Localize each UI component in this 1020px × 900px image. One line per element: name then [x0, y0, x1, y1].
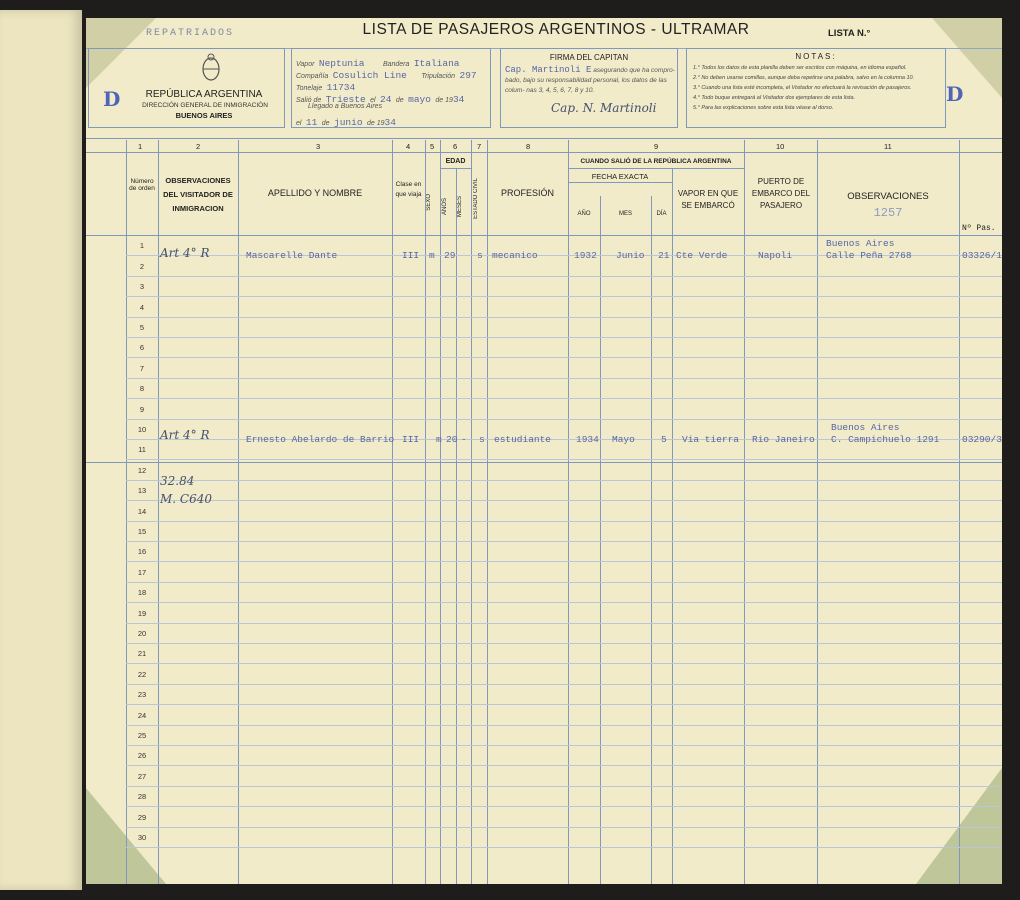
row-line	[126, 745, 1002, 746]
col-meses: MESES	[457, 196, 463, 218]
col-anios: AÑOS	[442, 198, 448, 216]
row-line	[126, 806, 1002, 807]
passenger-name: Ernesto Abelardo de Barrio	[246, 434, 395, 445]
notes-box: NOTAS: 1.° Todos los datos de esta planilla deben ser escritos con máquina, en idioma español. 2.° No deben usarse comillas, aunque deba repetirse una palabra, salvo en la columna 10. 3.° Cuando una lista esté incompleta, el Visitador no efectuará la revisación de pasajeros. 4.° Todo buque entregará al Visitador dos ejemplares de esta lista. 5.° Para las explicaciones sobre esta lista véase al dorso.	[686, 48, 946, 128]
row-line	[126, 459, 1002, 460]
letter-d-right: D	[946, 82, 964, 106]
passenger-list-sheet: REPATRIADOS LISTA DE PASAJEROS ARGENTINOS - ULTRAMAR LISTA N.° D REPÚBLICA ARGENTINA DIRECCIÓN GENERAL DE INMIGRACIÓN BUENOS AIRES Vapor Neptunia Bandera Italiana Compañía Cosulich Line Tripulación 297 Tonelaje 11734 Salió de Trieste el 24 de mayo de 1934 Llegado a Buenos Aires el 11 de junio de 1934 FIRMA DEL CAPITAN Cap. Martinoli E asegurando que ha compro- bado, bajo su responsabilidad personal, los datos de las colum- nas 3, 4, 5, 6, 7, 8 y 10. Cap. N. Martinoli NOTAS: 1.° Todos los datos de esta planilla deben ser escritos con máquina, en idioma español. 2.° No deben usarse comillas, aunque deba repetirse una palabra, salvo en la columna 10. 3.° Cuando una lista esté incompleta, el Visitador no efectuará la revisación de pasajeros. 4.° Todo buque entregará al Visitador dos ejemplares de esta lista. 5.° Para las explicaciones sobre esta lista véase al dorso. D 1 2 3 4 5 6 7 8 9 10 11 Número de orden OBSERVACIONES DEL VISITADOR DE INMIGRACION APELLIDO Y NOMBRE Clase en que viaja EDAD SEXO AÑOS MESES ESTADO CIVIL PROFESIÓN CUANDO SALIÓ DE LA REPÚBLICA ARGENTINA FECHA EXACTA AÑO MES DÍA VAPOR EN QUE SE EMBARCÓ PUERTO DE EMBARCO DEL PASAJERO OBSERVACIONES 1257 Nº Pas. 1 2 3 4 5 6 7 8 9 10 11 12 13 14 15 16 17 18 19 20 21 22 23 24 25 26 27 28 29 30 Art 4° R Mascarelle Dante III m 29 s mecanico 1932 Junio 21 Cte Verde Napoli Buenos Aires Calle Peña 2768 03326/1 Art 4° R Ernesto Abelardo de Barrio III m 20 - s estudiante 1934 Mayo 5 Via tierra Rio Janeiro Buenos Aires C. Campichuelo 1291 03290/3 32.84 M. C640	[86, 18, 1002, 884]
visitor-note-10: Art 4° R	[160, 428, 210, 442]
departure-port: Trieste	[325, 94, 366, 105]
row-number: 14	[137, 506, 147, 516]
row-line	[126, 337, 1002, 338]
row-number: 28	[137, 792, 147, 802]
row-line	[126, 357, 1002, 358]
voyage-box: Vapor Neptunia Bandera Italiana Compañía Cosulich Line Tripulación 297 Tonelaje 11734 Salió de Trieste el 24 de mayo de 1934 Llegado a Buenos Aires el 11 de junio de 1934	[291, 48, 491, 128]
handwritten-note: M. C640	[160, 492, 213, 506]
left-page	[0, 10, 82, 890]
row-line	[126, 643, 1002, 644]
col-estado-civil: ESTADO CIVIL	[473, 178, 479, 219]
col-clase: Clase en que viaja	[395, 181, 422, 198]
row-number: 26	[137, 751, 147, 761]
row-number: 17	[137, 567, 147, 577]
row-line	[126, 521, 1002, 522]
row-number: 4	[139, 302, 145, 312]
row-number: 16	[137, 547, 147, 557]
row-line	[126, 317, 1002, 318]
handwritten-note: 32.84	[160, 474, 195, 488]
row-line	[126, 398, 1002, 399]
row-line	[126, 725, 1002, 726]
row-number: 29	[137, 812, 147, 822]
row-number: 5	[139, 323, 145, 332]
row-number: 12	[137, 465, 147, 475]
captain-name: Cap. Martinoli E	[505, 65, 592, 75]
row-line	[126, 296, 1002, 297]
row-number: 24	[137, 710, 147, 720]
row-line	[126, 765, 1002, 766]
passenger-name: Mascarelle Dante	[246, 250, 338, 261]
company: Cosulich Line	[332, 70, 407, 81]
lista-number-label: LISTA N.°	[828, 28, 871, 39]
row-line	[126, 582, 1002, 583]
list-number-stamp: 1257	[873, 206, 903, 220]
office-name: DIRECCIÓN GENERAL DE INMIGRACIÓN	[142, 102, 268, 109]
row-number: 1	[139, 241, 145, 251]
row-number: 21	[137, 649, 147, 659]
captain-signature: Cap. N. Martinoli	[551, 101, 657, 115]
row-number: 7	[139, 363, 145, 373]
row-number: 27	[137, 771, 147, 781]
row-line	[126, 602, 1002, 603]
row-line	[126, 378, 1002, 379]
row-line	[126, 500, 1002, 501]
row-line	[126, 480, 1002, 481]
row-number: 22	[137, 669, 147, 679]
row-number: 11	[138, 445, 146, 455]
row-number: 9	[139, 404, 145, 414]
row-line	[126, 786, 1002, 787]
ship-name: Neptunia	[318, 58, 365, 69]
row-number: 18	[137, 588, 147, 598]
col-observaciones-visitador: OBSERVACIONES DEL VISITADOR DE INMIGRACION	[163, 176, 233, 213]
row-line	[126, 419, 1002, 420]
row-line	[126, 684, 1002, 685]
col-observaciones: OBSERVACIONES	[847, 191, 929, 202]
row-line	[126, 663, 1002, 664]
flag: Italiana	[413, 58, 460, 69]
emblem-box	[88, 48, 285, 128]
row-number: 30	[137, 833, 147, 842]
col-vapor: VAPOR EN QUE SE EMBARCÓ	[677, 189, 739, 210]
row-number: 10	[137, 425, 147, 434]
col-cuando-salio: CUANDO SALIÓ DE LA REPÚBLICA ARGENTINA	[580, 158, 732, 165]
row-number: 25	[137, 731, 147, 740]
row-number: 3	[139, 282, 145, 292]
page-title: LISTA DE PASAJEROS ARGENTINOS - ULTRAMAR	[362, 21, 750, 38]
crew: 297	[459, 70, 477, 81]
row-line	[126, 704, 1002, 705]
row-number: 19	[137, 608, 147, 618]
col-edad: EDAD	[445, 158, 466, 165]
row-number: 15	[137, 527, 147, 536]
row-line	[126, 561, 1002, 562]
row-line	[126, 276, 1002, 277]
row-number: 6	[139, 343, 145, 353]
row-line	[126, 827, 1002, 828]
row-number: 13	[137, 486, 147, 496]
col-profesion: PROFESIÓN	[500, 188, 554, 198]
coat-of-arms-icon	[199, 53, 223, 83]
row-number: 23	[137, 690, 147, 700]
col-puerto: PUERTO DE EMBARCO DEL PASAJERO	[751, 177, 811, 210]
letter-d-left: D	[103, 87, 121, 111]
country-name: REPÚBLICA ARGENTINA	[145, 89, 263, 100]
row-line	[126, 541, 1002, 542]
col-apellido: APELLIDO Y NOMBRE	[267, 188, 363, 198]
col-fecha-exacta: FECHA EXACTA	[591, 172, 649, 181]
arrival-month: junio	[334, 117, 363, 128]
city-name: BUENOS AIRES	[175, 111, 233, 120]
corner-decorations	[86, 18, 1002, 884]
col-sexo: SEXO	[426, 194, 432, 211]
col-numero: Número de orden	[129, 178, 155, 192]
visitor-note-1: Art 4° R	[160, 246, 210, 260]
row-number: 8	[139, 384, 145, 394]
row-number: 20	[137, 629, 147, 638]
captain-box: FIRMA DEL CAPITAN Cap. Martinoli E asegurando que ha compro- bado, bajo su responsabilidad personal, los datos de las colum- nas 3, 4, 5, 6, 7, 8 y 10. Cap. N. Martinoli	[500, 48, 678, 128]
tonnage: 11734	[326, 82, 356, 93]
row-line	[126, 847, 1002, 848]
arrival-day: 11	[305, 117, 318, 128]
row-line	[126, 623, 1002, 624]
repatriados-stamp: REPATRIADOS	[146, 28, 235, 39]
row-number: 2	[139, 261, 145, 271]
